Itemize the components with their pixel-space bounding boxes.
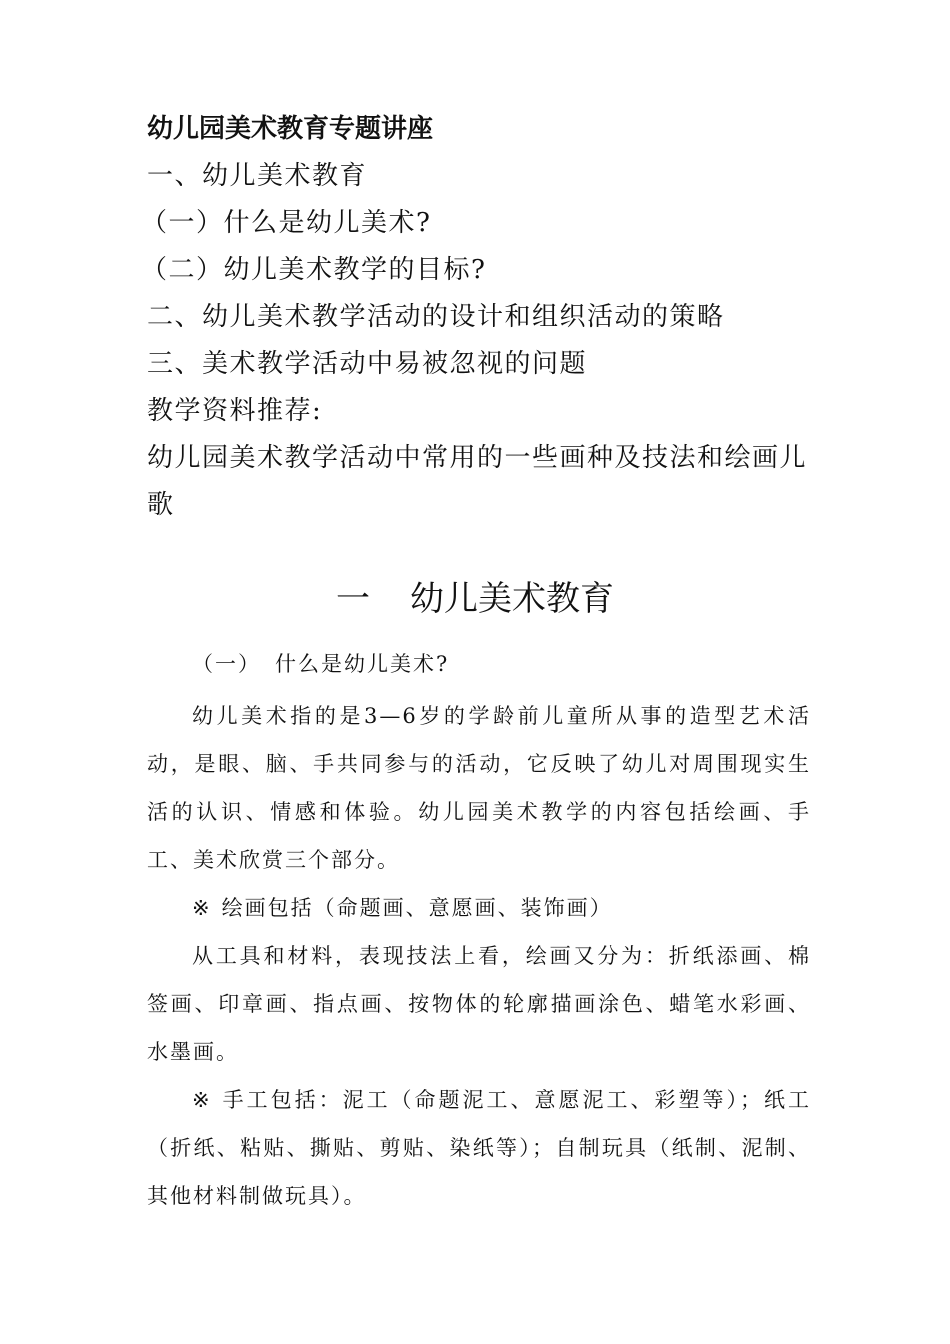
handcraft-paragraph <box>147 1076 811 1220</box>
reference-mark-icon: ※ <box>192 1088 213 1112</box>
handcraft-types-text: 手工包括：泥工（命题泥工、意愿泥工、彩塑等）；纸工（折纸、粘贴、撕贴、剪贴、染纸等）；自制玩具（纸制、泥制、其他材料制做玩具）。 <box>147 1088 811 1208</box>
definition-paragraph: 幼儿美术指的是3—6岁的学龄前儿童所从事的造型艺术活动，是眼、脑、手共同参与的活动，它反映了幼儿对周围现实生活的认识、情感和体验。幼儿园美术教学的内容包括绘画、手工、美术欣赏三个部分。 <box>147 704 811 872</box>
lecture-title: 幼儿园美术教育专题讲座 <box>147 114 434 144</box>
subsection-title: 什么是幼儿美术? <box>275 652 450 676</box>
outline-item-section-2: 二、幼儿美术教学活动的设计和组织活动的策略 <box>147 302 725 332</box>
painting-techniques-paragraph: 从工具和材料，表现技法上看，绘画又分为：折纸添画、棉签画、印章画、指点画、按物体的轮廓描画涂色、蜡笔水彩画、水墨画。 <box>147 944 811 1064</box>
reference-mark-icon: ※ <box>192 896 212 920</box>
painting-types-text: 绘画包括（命题画、意愿画、装饰画） <box>221 896 613 920</box>
section-title: 幼儿美术教育 <box>410 579 614 619</box>
section-heading <box>0 574 950 624</box>
outline-item-resources: 幼儿园美术教学活动中常用的一些画种及技法和绘画儿歌 <box>147 443 808 520</box>
subsection-number: （一） <box>192 652 261 676</box>
outline-item-subsection-1: （一）什么是幼儿美术? <box>141 208 432 238</box>
section-number: 一 <box>336 579 370 619</box>
outline-item-subsection-2: （二）幼儿美术教学的目标? <box>141 255 487 285</box>
section-body <box>147 640 811 1220</box>
painting-types-paragraph <box>147 884 811 932</box>
outline-item-resources-heading: 教学资料推荐: <box>147 396 323 426</box>
outline-item-section-3: 三、美术教学活动中易被忽视的问题 <box>147 349 588 379</box>
outline-item-section-1: 一、幼儿美术教育 <box>147 161 368 191</box>
lecture-outline <box>141 106 827 529</box>
subsection-heading <box>147 640 811 688</box>
